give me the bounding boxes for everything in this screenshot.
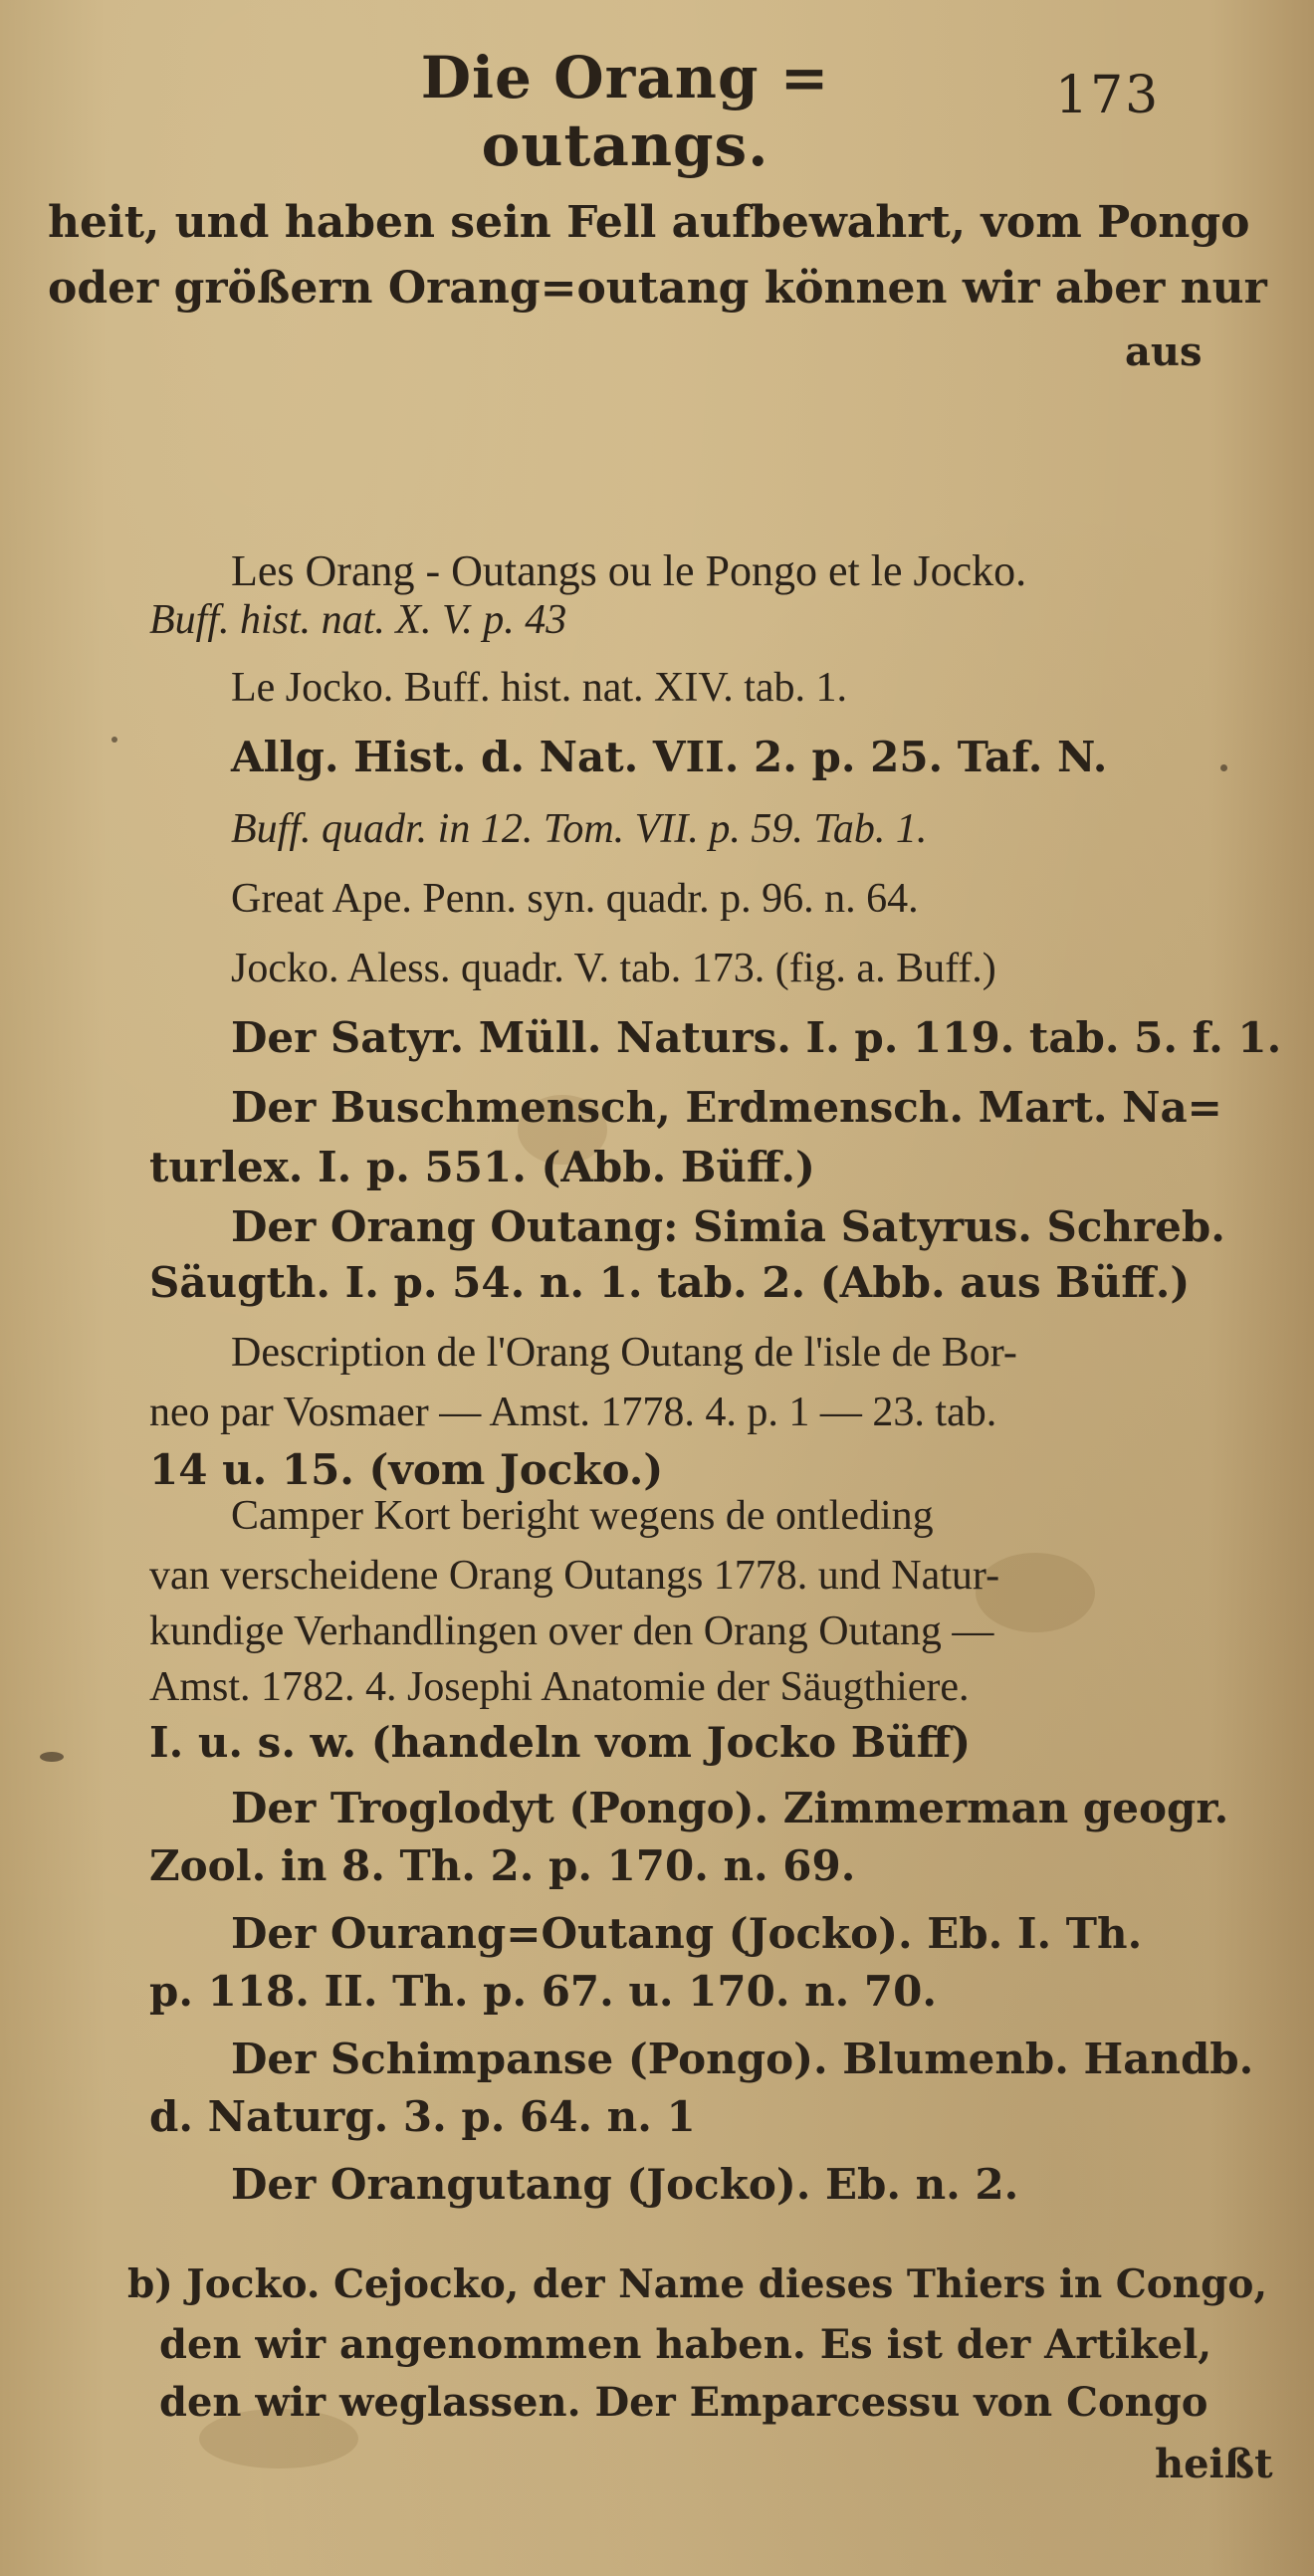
reference-line: van verscheidene Orang Outangs 1778. und Natur-	[149, 1553, 1000, 1599]
reference-line: d. Naturg. 3. p. 64. n. 1	[149, 2092, 696, 2141]
body-line: oder größern Orang=outang können wir aber nur	[48, 263, 1267, 314]
reference-line: p. 118. II. Th. p. 67. u. 170. n. 70.	[149, 1967, 937, 2016]
footnote-catchword: heißt	[1155, 2441, 1273, 2487]
reference-line: Der Orangutang (Jocko). Eb. n. 2.	[231, 2160, 1019, 2209]
reference-line: Allg. Hist. d. Nat. VII. 2. p. 25. Taf. N.	[231, 733, 1108, 781]
reference-line: Zool. in 8. Th. 2. p. 170. n. 69.	[149, 1841, 856, 1890]
reference-line: Der Ourang=Outang (Jocko). Eb. I. Th.	[231, 1909, 1143, 1958]
running-head: Die Orang = outangs.	[420, 44, 830, 179]
reference-line: Buff. hist. nat. X. V. p. 43	[149, 597, 567, 643]
reference-line: Le Jocko. Buff. hist. nat. XIV. tab. 1.	[231, 665, 848, 711]
reference-line: Description de l'Orang Outang de l'isle de Bor-	[231, 1330, 1017, 1376]
reference-line: kundige Verhandlingen over den Orang Outang —	[149, 1609, 994, 1654]
footnote-line: b) Jocko. Cejocko, der Name dieses Thiers in Congo,	[127, 2261, 1268, 2307]
reference-line: Der Satyr. Müll. Naturs. I. p. 119. tab. 5. f. 1.	[231, 1013, 1282, 1062]
reference-line: Der Orang Outang: Simia Satyrus. Schreb.	[231, 1202, 1225, 1251]
reference-line: Buff. quadr. in 12. Tom. VII. p. 59. Tab. 1.	[231, 806, 928, 852]
reference-heading: Les Orang - Outangs ou le Pongo et le Jocko.	[231, 546, 1027, 595]
reference-line: I. u. s. w. (handeln vom Jocko Büff)	[149, 1718, 972, 1767]
reference-line: 14 u. 15. (vom Jocko.)	[149, 1445, 664, 1494]
reference-line: Der Schimpanse (Pongo). Blumenb. Handb.	[231, 2035, 1254, 2083]
page-number: 173	[1055, 66, 1161, 125]
reference-line: Der Troglodyt (Pongo). Zimmerman geogr.	[231, 1784, 1229, 1832]
catchword: aus	[1125, 328, 1203, 375]
footnote-line: den wir weglassen. Der Emparcessu von Congo	[159, 2379, 1208, 2426]
reference-line: Der Buschmensch, Erdmensch. Mart. Na=	[231, 1083, 1222, 1132]
reference-line: turlex. I. p. 551. (Abb. Büff.)	[149, 1143, 815, 1191]
ink-speck	[111, 737, 117, 743]
footnote-line: den wir angenommen haben. Es ist der Artikel,	[159, 2321, 1212, 2368]
reference-line: Säugth. I. p. 54. n. 1. tab. 2. (Abb. aus Büff.)	[149, 1258, 1191, 1307]
ink-speck	[40, 1752, 64, 1762]
body-line: heit, und haben sein Fell aufbewahrt, vom Pongo	[48, 197, 1250, 248]
reference-line: Amst. 1782. 4. Josephi Anatomie der Säugthiere.	[149, 1664, 970, 1710]
reference-line: Great Ape. Penn. syn. quadr. p. 96. n. 64.	[231, 876, 919, 922]
ink-speck	[1220, 764, 1227, 771]
reference-line: Jocko. Aless. quadr. V. tab. 173. (fig. a. Buff.)	[231, 946, 996, 991]
reference-line: neo par Vosmaer — Amst. 1778. 4. p. 1 — 23. tab.	[149, 1390, 997, 1435]
reference-line: Camper Kort beright wegens de ontleding	[231, 1493, 934, 1539]
